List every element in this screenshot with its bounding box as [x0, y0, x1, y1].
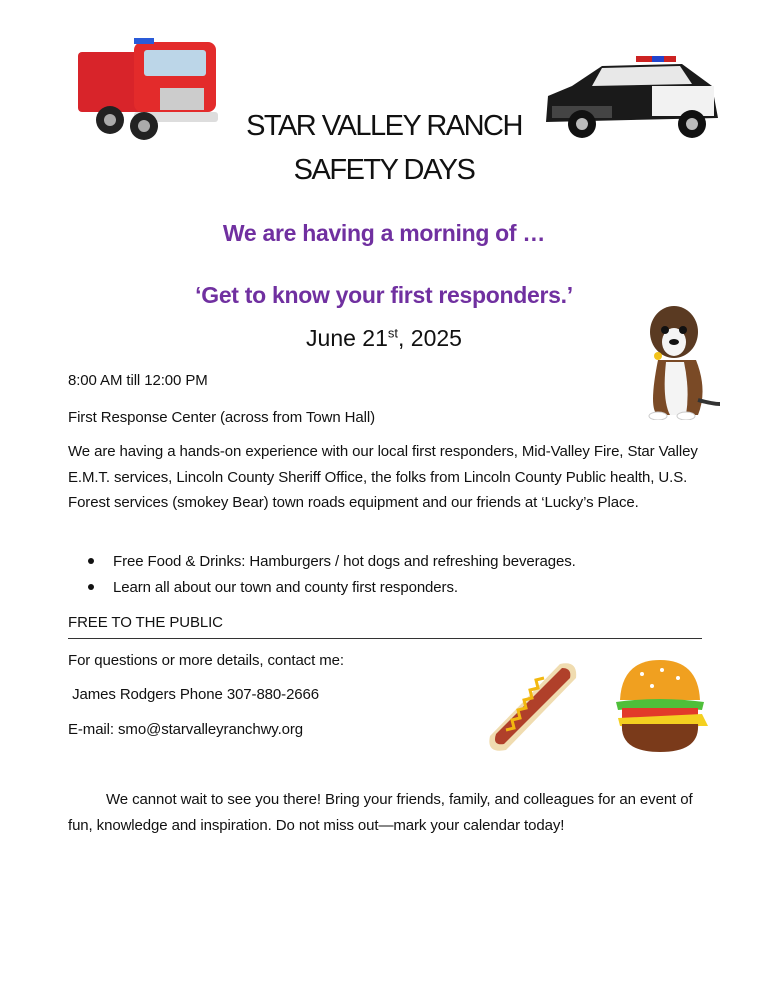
free-notice: FREE TO THE PUBLIC	[68, 614, 223, 631]
event-date: June 21st, 2025	[306, 325, 462, 351]
divider	[68, 638, 702, 639]
closing-paragraph: We cannot wait to see you there! Bring your friends, family, and colleagues for an event of fun, knowledge and inspiration. Do not miss out—mark your calendar today!	[68, 791, 693, 834]
contact-email: E-mail: smo@starvalleyranchwy.org	[68, 721, 304, 738]
event-time: 8:00 AM till 12:00 PM	[68, 372, 208, 389]
tagline: We are having a morning of …	[222, 220, 546, 246]
dog-icon	[628, 300, 722, 420]
hot-dog-icon	[480, 656, 584, 756]
contact-name-phone: James Rodgers Phone 307-880-2666	[68, 686, 320, 703]
quote: ‘Get to know your first responders.’	[195, 282, 573, 308]
event-description: We are having a hands-on experience with our local first responders, Mid-Valley Fire, Star Valley E.M.T. services, Lincoln County Sheriff Office, the folks from Lincoln County Public health, U.S. Forest services (smokey Bear) town roads equipment and our friends at ‘Lucky’s Place.	[68, 443, 698, 511]
title-line-2: SAFETY DAYS	[293, 154, 475, 186]
event-location: First Response Center (across from Town Hall)	[68, 409, 375, 426]
list-item: Learn all about our town and county first responders.	[68, 575, 708, 601]
bullet-list	[68, 549, 708, 601]
title-line-1: STAR VALLEY RANCH	[246, 110, 522, 142]
contact-intro: For questions or more details, contact me:	[68, 652, 344, 669]
list-item: Free Food & Drinks: Hamburgers / hot dogs and refreshing beverages.	[68, 549, 708, 575]
hamburger-icon	[612, 656, 708, 756]
